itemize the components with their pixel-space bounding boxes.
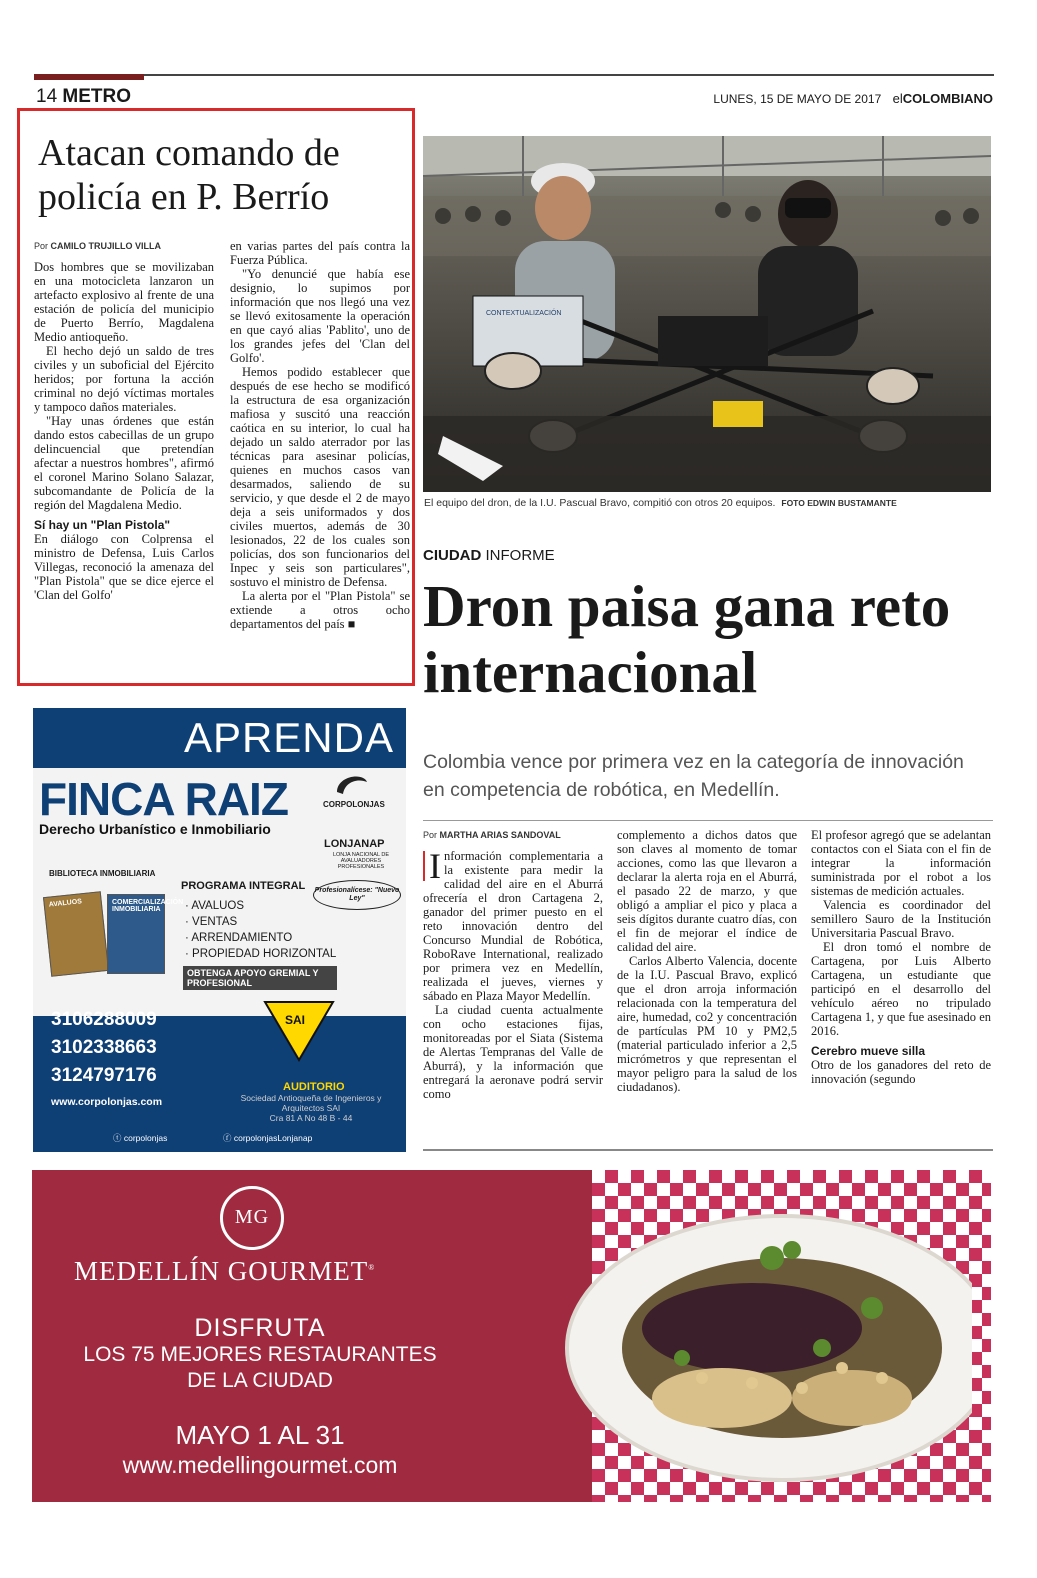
medellin-gourmet-ad[interactable] xyxy=(32,1170,991,1502)
paragraph: complemento a dichos datos que son claves al momento de tomar acciones, como las que llevaron a declarar la alerta roja en el Aburrá, el pasado 22 de marzo, y que obligó a ampliar el pico y placa a seis dígitos durante cuatro días, con el fin de mejorar el índice de calidad del aire. xyxy=(617,828,797,954)
paragraph: "Hay unas órdenes que están dando estos cabecillas de un grupo delincuencial que pretendían afectar a nuestros hombres", afirmó el coronel Marino Solano Salazar, subcomandante de Policía de la región del Magdalena Medio. xyxy=(34,414,214,512)
corpolonjas-logo: CORPOLONJAS xyxy=(323,800,385,809)
mg-logo: MG xyxy=(234,1206,270,1228)
ad-headline: FINCA RAIZ xyxy=(39,773,288,825)
phone-number: 3124797176 xyxy=(51,1065,157,1086)
ad-title: APRENDA xyxy=(183,714,394,761)
service-item: · ARRENDAMIENTO xyxy=(185,932,293,944)
story1-headline: Atacan comando de policía en P. Berrío xyxy=(38,132,340,218)
paragraph: Otro de los ganadores del reto de innovación (segundo xyxy=(811,1058,991,1086)
story2-subhead: Cerebro mueve silla xyxy=(811,1044,926,1058)
lonjanap-subtitle: LONJA NACIONAL DE AVALUADORES PROFESIONALES xyxy=(332,852,390,870)
story1-column-1 xyxy=(34,239,214,602)
story2-kicker: CIUDAD INFORME xyxy=(423,547,555,564)
paper-name: elCOLOMBIANO xyxy=(892,91,993,106)
gourmet-brand: MEDELLÍN GOURMET® xyxy=(74,1256,376,1286)
gourmet-headline: DISFRUTA xyxy=(194,1314,326,1342)
library-label: BIBLIOTECA INMOBILIARIA xyxy=(49,869,156,878)
phone-list xyxy=(51,1006,157,1090)
phone-number: 3106288009 xyxy=(51,1009,157,1030)
photo-illustration xyxy=(423,136,991,492)
phone-number: 3102338663 xyxy=(51,1037,157,1058)
story2-deck: Colombia vence por primera vez en la categoría de innovación en competencia de robótica, en Medellín. xyxy=(423,751,964,801)
section-name: METRO xyxy=(62,86,132,107)
paragraph: "Yo denuncié que había ese designio, lo supimos por información que nos llegó una vez se llevó exitosamente la operación en que cayó alias 'Pablito', uno de los grandes jefes del 'Clan del Golfo'. xyxy=(230,267,410,365)
divider xyxy=(423,820,993,821)
service-item: · AVALUOS xyxy=(185,900,245,912)
top-rule xyxy=(34,74,994,76)
ad-website[interactable]: www.corpolonjas.com xyxy=(51,1096,163,1108)
drone-team-photo xyxy=(423,136,991,492)
book-cover: AVALUOS xyxy=(43,891,109,977)
paragraph: en varias partes del país contra la Fuerza Pública. xyxy=(230,239,410,267)
gourmet-dates: MAYO 1 AL 31 xyxy=(175,1420,345,1450)
food-plate-illustration xyxy=(552,1198,972,1488)
lonjanap-logo: LONJANAP xyxy=(324,838,385,850)
program-title: PROGRAMA INTEGRAL xyxy=(181,880,306,892)
paragraph: La alerta por el "Plan Pistola" se extiende a otros ocho departamentos del país ■ xyxy=(230,589,410,631)
corpolonjas-logo-icon xyxy=(333,770,369,798)
story2-column-1 xyxy=(423,828,603,1101)
story2-column-3 xyxy=(811,828,991,1086)
paragraph: Carlos Alberto Valencia, docente de la I.U. Pascual Bravo, explicó que el dron arroja información relacionada con la temperatura del aire, humedad, co2 y concentración de partículas PM 10 y PM2,5 (material particulado inferior a 2,5 micrómetros y que representan el mayor peligro para la salud de los ciudadanos). xyxy=(617,954,797,1094)
story1-byline: Por CAMILO TRUJILLO VILLA xyxy=(34,241,162,251)
paragraph: Dos hombres que se movilizaban en una motocicleta lanzaron un artefacto explosivo al frente de una estación de policía del municipio de Puerto Berrío, Magdalena Medio antioqueño. xyxy=(34,260,214,344)
story2-column-2 xyxy=(617,828,797,1094)
paragraph: El hecho dejó un saldo de tres civiles y un suboficial del Ejército heridos; por fortuna la acción criminal no dejó víctimas mortales y tampoco daños materiales. xyxy=(34,344,214,414)
drop-cap: I xyxy=(423,851,441,881)
story1-column-2 xyxy=(230,239,410,631)
highlighted-story xyxy=(17,108,415,686)
svg-text:CONTEXTUALIZACIÓN: CONTEXTUALIZACIÓN xyxy=(486,310,562,317)
gourmet-tagline: LOS 75 MEJORES RESTAURANTES DE LA CIUDAD xyxy=(83,1343,437,1392)
society-info: Sociedad Antioqueña de Ingenieros y Arquitectos SAI Cra 81 A No 48 B - 44 xyxy=(240,1093,382,1123)
story2-byline: Por MARTHA ARIAS SANDOVAL xyxy=(423,830,561,840)
section-rule xyxy=(34,74,144,80)
page-section xyxy=(36,86,131,108)
paragraph: El dron tomó el nombre de Cartagena, por Luis Alberto Cartagena, un estudiante que participó en el desarrollo del vehículo aéreo no tripulado Cartagena 1, y que fue asesinado en 2016. xyxy=(811,940,991,1038)
social-handle[interactable]: ⓣ corpolonjas xyxy=(113,1133,168,1143)
paragraph: El profesor agregó que se adelantan contactos con el Siata con el fin de integrar la información suministrada por el robot a los sistemas de medición actuales. xyxy=(811,828,991,898)
gourmet-url[interactable]: www.medellingourmet.com xyxy=(122,1452,398,1478)
sai-logo-icon xyxy=(261,998,337,1064)
story2-headline: Dron paisa gana reto internacional xyxy=(423,573,951,705)
support-banner: OBTENGA APOYO GREMIAL Y PROFESIONAL xyxy=(183,966,337,990)
book-cover: COMERCIALIZACIÓN INMOBILIARIA xyxy=(107,894,165,974)
svg-text:SAI: SAI xyxy=(285,1013,306,1027)
photo-caption: El equipo del dron, de la I.U. Pascual Bravo, compitió con otros 20 equipos. FOTO EDWIN BUSTAMANTE xyxy=(424,497,897,509)
issue-date: LUNES, 15 DE MAYO DE 2017 xyxy=(713,92,882,106)
service-item: · VENTAS xyxy=(185,916,238,928)
divider xyxy=(423,1149,993,1151)
ad-subtitle: Derecho Urbanístico e Inmobiliario xyxy=(39,821,271,837)
paragraph: Valencia es coordinador del semillero Sauro de la Institución Universitaria Pascual Bravo. xyxy=(811,898,991,940)
story1-subhead: Sí hay un "Plan Pistola" xyxy=(34,518,171,532)
paragraph: La ciudad cuenta actualmente con ocho estaciones fijas, monitoreadas por el Siata (Sistema de Alertas Tempranas del Valle de Aburrá), y la información que entregará la aeronave podrá servir como xyxy=(423,1003,603,1101)
services-list xyxy=(185,898,336,962)
ad-badge: Profesionalícese: "Nuevo Ley" xyxy=(313,880,401,910)
finca-raiz-ad[interactable] xyxy=(33,708,406,1152)
photo-credit: FOTO EDWIN BUSTAMANTE xyxy=(781,498,897,508)
service-item: · PROPIEDAD HORIZONTAL xyxy=(185,948,337,960)
lead-paragraph: I nformación complementaria a la existente para medir la calidad del aire en el Aburrá ofrecería el dron Cartagena 2, ganador del primer puesto en el reto innovación dentro del Concurso Mundial de Robótica, RoboRave International, realizado por primera vez en Medellín, realizada el jueves, viernes y sábado en Plaza Mayor Medellín. xyxy=(423,846,603,1003)
paragraph: En diálogo con Colprensa el ministro de Defensa, Luis Carlos Villegas, reconoció la amenaza del "Plan Pistola" que se dice ejerce el 'Clan del Golfo' xyxy=(34,532,214,602)
paragraph: Hemos podido establecer que después de ese hecho se modificó la estructura de esa organización mafiosa y suscitó una reacción caótica en su interior, lo cual ha dejado un saldo aterrador por las técnicas para asesinar policías, quienes en muchos casos van desarmados, saliendo de su servicio, y que desde el 2 de mayo deja a seis uniformados y dos civiles muertos, además de 30 lesionados, 22 de los cuales son policías, dos son funcionarios del Inpec y seis son particulares", sostuvo el ministro de Defensa. xyxy=(230,365,410,589)
social-handle[interactable]: ⓕ corpolonjasLonjanap xyxy=(223,1133,313,1143)
masthead xyxy=(713,91,993,106)
page-number: 14 xyxy=(36,86,58,107)
auditorium-label: AUDITORIO xyxy=(283,1081,345,1093)
